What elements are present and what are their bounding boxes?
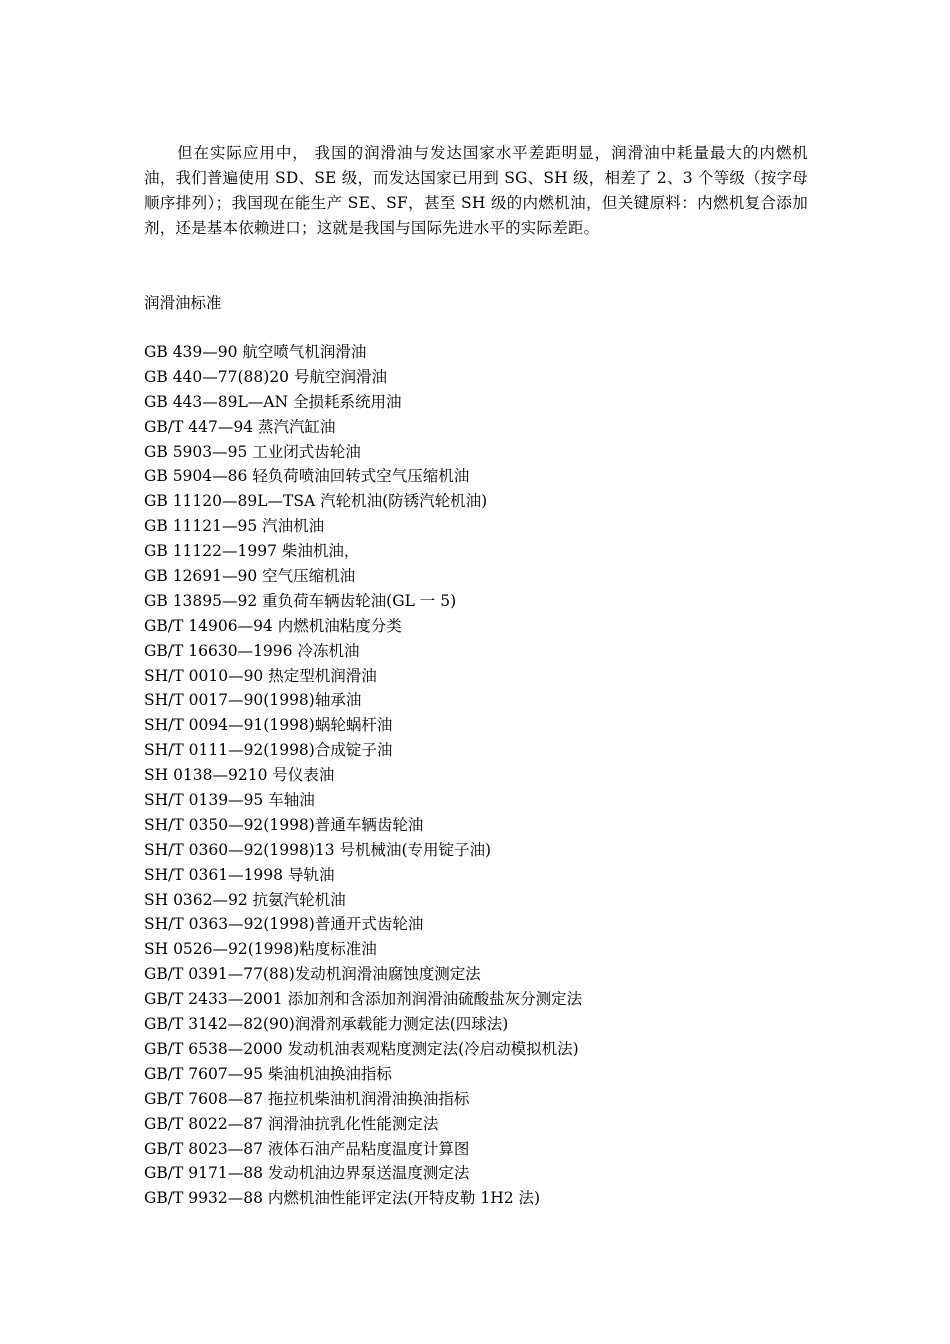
standard-item: SH/T 0111—92(1998)合成锭子油	[144, 741, 393, 760]
standard-item: GB 5904—86 轻负荷喷油回转式空气压缩机油	[144, 467, 470, 486]
standard-item: GB/T 16630—1996 冷冻机油	[144, 641, 360, 660]
standard-item: SH/T 0350—92(1998)普通车辆齿轮油	[144, 815, 424, 834]
standard-item: GB 443—89L—AN 全损耗系统用油	[144, 392, 402, 411]
standard-item: SH/T 0361—1998 导轨油	[144, 865, 335, 884]
standard-item: GB 5903—95 工业闭式齿轮油	[144, 442, 361, 461]
standard-item: GB/T 0391—77(88)发动机润滑油腐蚀度测定法	[144, 965, 481, 984]
standard-item: SH/T 0139—95 车轴油	[144, 791, 315, 810]
standard-item: SH/T 0017—90(1998)轴承油	[144, 691, 362, 710]
standard-item: SH/T 0363—92(1998)普通开式齿轮油	[144, 915, 424, 934]
standard-item: GB 13895—92 重负荷车辆齿轮油(GL 一 5)	[144, 591, 457, 610]
standard-item: SH 0526—92(1998)粘度标准油	[144, 940, 377, 959]
standard-item: GB/T 9171—88 发动机油边界泵送温度测定法	[144, 1164, 470, 1183]
standard-item: GB/T 2433—2001 添加剂和含添加剂润滑油硫酸盐灰分测定法	[144, 990, 583, 1009]
standard-item: SH/T 0010—90 热定型机润滑油	[144, 666, 377, 685]
intro-paragraph: 但在实际应用中， 我国的润滑油与发达国家水平差距明显，润滑油中耗量最大的内燃机油，我们普遍使用 SD、SE 级，而发达国家已用到 SG、SH 级，相差了 2、3 个等级（按字母顺序排列）；我国现在能生产 SE、SF，甚至 SH 级的内燃机油，但关键原料：内燃机复合添加剂，还是基本依赖进口；这就是我国与国际先进水平的实际差距。	[144, 144, 808, 237]
standard-item: GB/T 3142—82(90)润滑剂承载能力测定法(四球法)	[144, 1015, 509, 1034]
standard-item: GB/T 14906—94 内燃机油粘度分类	[144, 616, 402, 635]
standard-item: GB/T 447—94 蒸汽汽缸油	[144, 417, 336, 436]
standard-item: SH/T 0360—92(1998)13 号机械油(专用锭子油)	[144, 840, 492, 859]
standard-item: GB 11122—1997 柴油机油，	[144, 542, 360, 561]
standard-item: GB/T 8022—87 润滑油抗乳化性能测定法	[144, 1114, 439, 1133]
standard-item: GB/T 9932—88 内燃机油性能评定法(开特皮勒 1H2 法)	[144, 1189, 541, 1208]
section-title: 润滑油标准	[144, 294, 222, 312]
standard-item: GB 440—77(88)20 号航空润滑油	[144, 367, 387, 386]
standard-item: SH/T 0094—91(1998)蜗轮蜗杆油	[144, 716, 393, 735]
standard-item: GB 11121—95 汽油机油	[144, 517, 325, 536]
standard-item: GB 12691—90 空气压缩机油	[144, 567, 356, 586]
standards-list	[144, 340, 582, 1211]
standard-item: GB/T 7607—95 柴油机油换油指标	[144, 1064, 392, 1083]
standard-item: GB 439—90 航空喷气机润滑油	[144, 343, 367, 361]
standard-item: GB 11120—89L—TSA 汽轮机油(防锈汽轮机油)	[144, 492, 488, 511]
standard-item: GB/T 6538—2000 发动机油表观粘度测定法(冷启动模拟机法)	[144, 1039, 579, 1058]
standard-item: SH 0362—92 抗氨汽轮机油	[144, 890, 346, 909]
standard-item: SH 0138—9210 号仪表油	[144, 766, 335, 785]
standard-item: GB/T 7608—87 拖拉机柴油机润滑油换油指标	[144, 1089, 470, 1108]
standard-item: GB/T 8023—87 液体石油产品粘度温度计算图	[144, 1139, 470, 1158]
